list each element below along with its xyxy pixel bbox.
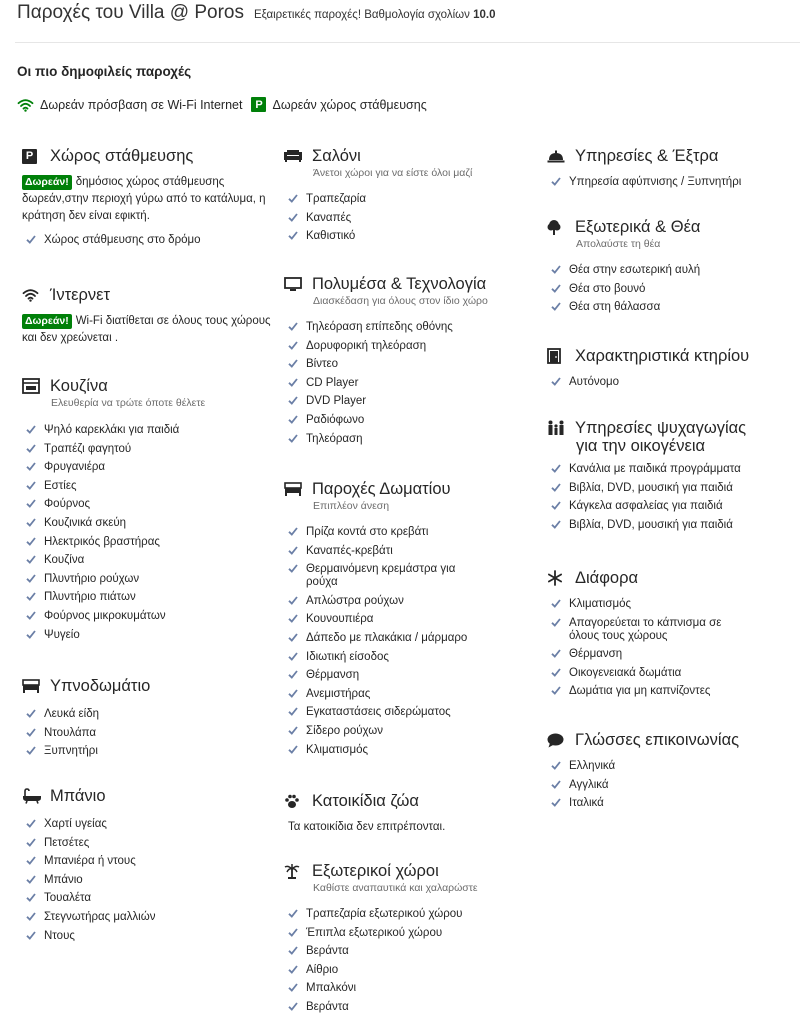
check-icon (288, 415, 306, 424)
section-title: Σαλόνι (312, 146, 361, 165)
check-icon (551, 265, 569, 274)
list-item: Πετσέτες (22, 837, 272, 850)
tree-icon (547, 219, 567, 235)
section-title: Υπηρεσίες ψυχαγωγίας (575, 418, 747, 437)
list-item: Κουζίνα (22, 554, 272, 567)
check-icon (288, 689, 306, 698)
list-item: DVD Player (284, 395, 534, 408)
check-icon (288, 983, 306, 992)
wifi-icon (17, 98, 34, 112)
list-item: Έπιπλα εξωτερικού χώρου (284, 927, 534, 940)
section-family-entertainment (547, 417, 797, 537)
page-header (17, 2, 495, 24)
check-icon (551, 284, 569, 293)
list-item: Κάγκελα ασφαλείας για παιδιά (547, 500, 797, 513)
section-subtitle: Απολαύστε τη θέα (576, 238, 661, 250)
snowflake-icon (547, 570, 567, 586)
list-item: Μπαλκόνι (284, 982, 534, 995)
section-internet (22, 284, 272, 347)
section-kitchen (22, 375, 272, 647)
list-item: Εγκαταστάσεις σιδερώματος (284, 706, 534, 719)
list-item: Καναπές-κρεβάτι (284, 545, 534, 558)
popular-facilities-title: Οι πιο δημοφιλείς παροχές (17, 64, 192, 79)
section-subtitle: Άνετοι χώροι για να είστε όλοι μαζί (313, 167, 473, 179)
list-item: Θέα στην εσωτερική αυλή (547, 264, 797, 277)
section-title: Εξωτερικοί χώροι (312, 861, 439, 880)
section-title: Μπάνιο (50, 786, 106, 805)
list-item: Ψυγείο (22, 629, 272, 642)
check-icon (288, 359, 306, 368)
check-icon (288, 745, 306, 754)
list-item: Σίδερο ρούχων (284, 725, 534, 738)
check-icon (551, 520, 569, 529)
sofa-icon (284, 150, 304, 162)
section-title: Υπνοδωμάτιο (50, 676, 151, 695)
list-item: Κανάλια με παιδικά προγράμματα (547, 463, 797, 476)
check-icon (288, 1002, 306, 1011)
check-icon (26, 555, 44, 564)
list-item: Ηλεκτρικός βραστήρας (22, 536, 272, 549)
list-item: Πλυντήριο ρούχων (22, 573, 272, 586)
check-icon (288, 527, 306, 536)
list-item: Ελληνικά (547, 760, 797, 773)
check-icon (288, 652, 306, 661)
list-item: Δορυφορική τηλεόραση (284, 340, 534, 353)
list-item: Πρίζα κοντά στο κρεβάτι (284, 526, 534, 539)
check-icon (551, 599, 569, 608)
list-item: Δωμάτια για μη καπνίζοντες (547, 685, 797, 698)
check-icon (551, 618, 569, 627)
building-items (547, 376, 797, 389)
section-title: Χώρος στάθμευσης (50, 146, 194, 165)
check-icon (26, 709, 44, 718)
check-icon (288, 965, 306, 974)
monitor-icon (284, 277, 304, 292)
list-item: Θέα στο βουνό (547, 283, 797, 296)
check-icon (26, 838, 44, 847)
section-title: Υπηρεσίες & Έξτρα (575, 146, 719, 165)
check-icon (26, 912, 44, 921)
check-icon (26, 462, 44, 471)
list-item: Πλυντήριο πιάτων (22, 591, 272, 604)
list-item: Τραπέζι φαγητού (22, 443, 272, 456)
section-title: Διάφορα (575, 568, 639, 587)
list-item: Βιβλία, DVD, μουσική για παιδιά (547, 482, 797, 495)
check-icon (288, 378, 306, 387)
list-item: Απλώστρα ρούχων (284, 595, 534, 608)
list-item: Ψηλό καρεκλάκι για παιδιά (22, 424, 272, 437)
popular-facilities-list (17, 97, 436, 112)
list-item: Βεράντα (284, 945, 534, 958)
check-icon (551, 649, 569, 658)
list-item: Οικογενειακά δωμάτια (547, 667, 797, 680)
list-item: Βίντεο (284, 358, 534, 371)
family-items (547, 463, 797, 532)
media-items (284, 321, 534, 446)
check-icon (26, 499, 44, 508)
section-outdoors-view (547, 216, 797, 320)
parking-icon: P (251, 97, 266, 112)
check-icon (288, 231, 306, 240)
list-item: Λευκά είδη (22, 708, 272, 721)
check-icon (26, 235, 44, 244)
section-subtitle: Διασκέδαση για όλους στον ίδιο χώρο (313, 295, 488, 307)
list-item: Βιβλία, DVD, μουσική για παιδιά (547, 519, 797, 532)
section-services (547, 145, 797, 195)
check-icon (551, 464, 569, 473)
check-icon (26, 444, 44, 453)
list-item: Στεγνωτήρας μαλλιών (22, 911, 272, 924)
section-living-room (284, 145, 534, 249)
list-item: Φούρνος μικροκυμάτων (22, 610, 272, 623)
palm-tree-icon (284, 863, 304, 879)
kitchen-items (22, 424, 272, 642)
room-items (284, 526, 534, 757)
popular-item-label: Δωρεάν πρόσβαση σε Wi-Fi Internet (40, 97, 243, 112)
check-icon (26, 819, 44, 828)
views-items (547, 264, 797, 314)
check-icon (288, 707, 306, 716)
list-item: Ντουλάπα (22, 727, 272, 740)
check-icon (551, 686, 569, 695)
check-icon (26, 856, 44, 865)
check-icon (288, 341, 306, 350)
service-bell-icon (547, 150, 567, 163)
check-icon (551, 501, 569, 510)
check-icon (26, 425, 44, 434)
pets-note: Τα κατοικίδια δεν επιτρέπονται. (288, 821, 446, 833)
list-item: Τραπεζαρία (284, 193, 534, 206)
section-bedroom (22, 675, 272, 764)
list-item: Θερμαινόμενη κρεμάστρα για ρούχα (284, 563, 534, 589)
speech-bubble-icon (547, 733, 567, 748)
bathtub-icon (22, 788, 42, 804)
list-item: Τηλεόραση επίπεδης οθόνης (284, 321, 534, 334)
check-icon (288, 434, 306, 443)
check-icon (288, 596, 306, 605)
check-icon (551, 668, 569, 677)
check-icon (288, 726, 306, 735)
check-icon (288, 946, 306, 955)
wifi-icon (22, 288, 42, 302)
list-item: Τουαλέτα (22, 892, 272, 905)
list-item: Θέρμανση (547, 648, 797, 661)
list-item: Δάπεδο με πλακάκια / μάρμαρο (284, 632, 534, 645)
services-items (547, 176, 797, 189)
list-item: Ανεμιστήρας (284, 688, 534, 701)
check-icon (288, 213, 306, 222)
check-icon (288, 396, 306, 405)
check-icon (551, 761, 569, 770)
section-room-amenities (284, 478, 534, 762)
bed-icon (284, 482, 304, 496)
list-item: Βεράντα (284, 1001, 534, 1014)
section-subtitle: Καθίστε αναπαυτικά και χαλαρώστε (313, 882, 478, 894)
paw-icon (284, 794, 304, 809)
check-icon (551, 483, 569, 492)
check-icon (288, 928, 306, 937)
list-item: Αίθριο (284, 964, 534, 977)
section-title: Κατοικίδια ζώα (312, 791, 419, 810)
list-item: Καθιστικό (284, 230, 534, 243)
list-item: Ιδιωτική είσοδος (284, 651, 534, 664)
parking-icon: P (22, 149, 42, 164)
check-icon (551, 377, 569, 386)
list-item: CD Player (284, 377, 534, 390)
list-item: Εστίες (22, 480, 272, 493)
check-icon (288, 322, 306, 331)
check-icon (551, 177, 569, 186)
section-title: Χαρακτηριστικά κτηρίου (575, 346, 750, 365)
living-items (284, 193, 534, 243)
free-badge: Δωρεάν! (22, 175, 72, 190)
list-item: Ντους (22, 930, 272, 943)
list-item: Αυτόνομο (547, 376, 797, 389)
check-icon (26, 592, 44, 601)
section-outdoors (284, 860, 534, 1020)
list-item: Φρυγανιέρα (22, 461, 272, 474)
list-item: Κλιματισμός (547, 598, 797, 611)
internet-free-note: Δωρεάν! Wi-Fi διατίθεται σε όλους τους χώρους και δεν χρεώνεται . (22, 315, 271, 344)
check-icon (288, 546, 306, 555)
list-item: Υπηρεσία αφύπνισης / Ξυπνητήρι (547, 176, 797, 189)
list-item: Τραπεζαρία εξωτερικού χώρου (284, 908, 534, 921)
check-icon (26, 728, 44, 737)
list-item: Φούρνος (22, 498, 272, 511)
check-icon (26, 931, 44, 940)
section-title: Γλώσσες επικοινωνίας (575, 730, 740, 749)
section-bathroom (22, 785, 272, 948)
check-icon (26, 481, 44, 490)
check-icon (551, 780, 569, 789)
section-title: Εξωτερικά & Θέα (575, 217, 701, 236)
section-subtitle: Επιπλέον άνεση (313, 500, 390, 512)
languages-items (547, 760, 797, 810)
check-icon (288, 670, 306, 679)
check-icon (26, 875, 44, 884)
door-icon (547, 348, 567, 364)
list-item: Κουζινικά σκεύη (22, 517, 272, 530)
check-icon (288, 633, 306, 642)
outdoor-items (284, 908, 534, 1014)
misc-items (547, 598, 797, 698)
section-title: Κουζίνα (50, 376, 108, 395)
check-icon (26, 518, 44, 527)
check-icon (26, 893, 44, 902)
list-item: Τηλεόραση (284, 433, 534, 446)
list-item: Μπανιέρα ή ντους (22, 855, 272, 868)
check-icon (288, 614, 306, 623)
section-pets (284, 790, 534, 833)
check-icon (26, 611, 44, 620)
popular-item-wifi (17, 98, 242, 112)
list-item: Χώρος στάθμευσης στο δρόμο (22, 234, 272, 247)
list-item: Κλιματισμός (284, 744, 534, 757)
parking-free-note: Δωρεάν! δημόσιος χώρος στάθμευσης δωρεάν,στην περιοχή γύρω από το κατάλυμα, η κράτηση δεν είναι εφικτή. (22, 176, 266, 222)
section-building (547, 345, 797, 395)
bedroom-items (22, 708, 272, 758)
check-icon (26, 746, 44, 755)
list-item: Ραδιόφωνο (284, 414, 534, 427)
section-title: Παροχές Δωματίου (312, 479, 451, 498)
check-icon (551, 798, 569, 807)
list-item: Μπάνιο (22, 874, 272, 887)
list-item: Ξυπνητήρι (22, 745, 272, 758)
list-item: Απαγορεύεται το κάπνισμα σε όλους τους χώρους (547, 617, 797, 643)
free-badge: Δωρεάν! (22, 314, 72, 329)
section-parking (22, 145, 272, 253)
section-languages (547, 729, 797, 816)
review-score-text: Εξαιρετικές παροχές! Βαθμολογία σχολίων 10.0 (253, 9, 496, 21)
list-item: Καναπές (284, 212, 534, 225)
bathroom-items (22, 818, 272, 943)
list-item: Θέρμανση (284, 669, 534, 682)
check-icon (26, 574, 44, 583)
page-title: Παροχές του Villa @ Poros (17, 2, 244, 23)
section-title: Ίντερνετ (50, 285, 110, 304)
list-item: Κουνουπιέρα (284, 613, 534, 626)
section-title: Πολυμέσα & Τεχνολογία (312, 274, 487, 293)
parking-items (22, 234, 272, 247)
check-icon (288, 194, 306, 203)
bed-icon (22, 679, 42, 693)
check-icon (288, 909, 306, 918)
section-media (284, 273, 534, 451)
check-icon (26, 537, 44, 546)
divider (15, 42, 800, 43)
check-icon (288, 564, 306, 573)
oven-icon (22, 378, 42, 394)
section-title-line2: για την οικογένεια (576, 437, 706, 455)
list-item: Αγγλικά (547, 779, 797, 792)
review-score-value: 10.0 (473, 9, 496, 21)
check-icon (26, 630, 44, 639)
section-subtitle: Ελευθερία να τρώτε όποτε θέλετε (51, 397, 206, 409)
family-icon (547, 420, 567, 436)
list-item: Ιταλικά (547, 797, 797, 810)
popular-item-parking (251, 97, 426, 112)
check-icon (551, 302, 569, 311)
list-item: Θέα στη θάλασσα (547, 301, 797, 314)
popular-item-label: Δωρεάν χώρος στάθμευσης (272, 97, 427, 112)
section-misc (547, 567, 797, 704)
list-item: Χαρτί υγείας (22, 818, 272, 831)
